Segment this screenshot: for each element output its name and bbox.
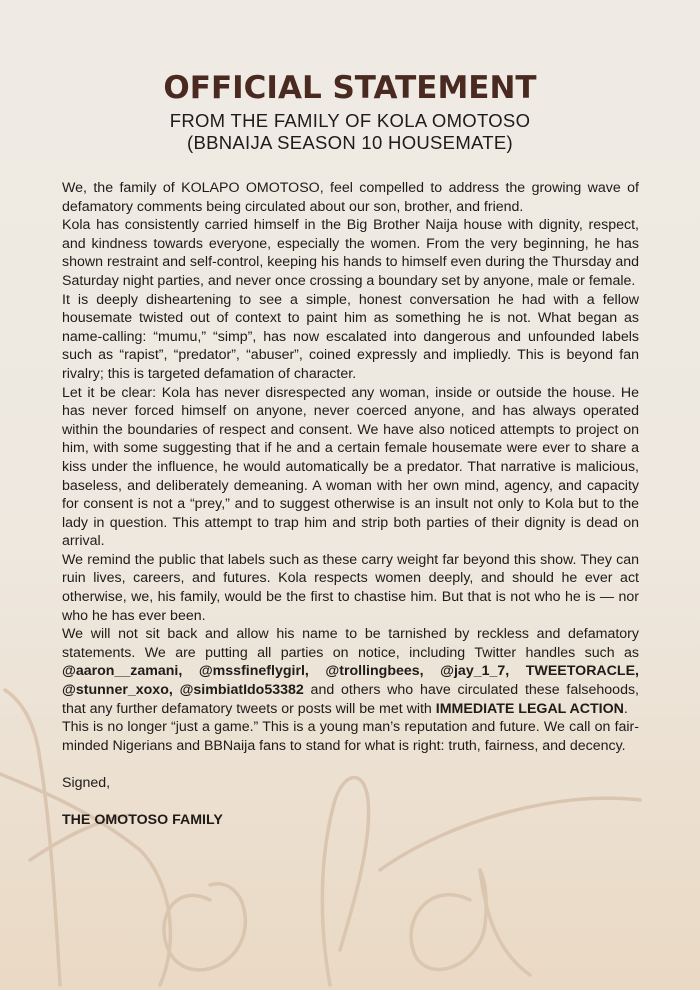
signed-label: Signed,: [62, 775, 111, 791]
statement-title: OFFICIAL STATEMENT: [163, 70, 537, 106]
paragraph-5: We remind the public that labels such as these carry weight far beyond this show. They can ruin lives, careers, and futures. Kola respects women deeply, and should he ever act otherwise, we, his family, would be the first to chastise him. But that is not who he is — nor who he has ever been.: [62, 551, 639, 624]
paragraph-1: We, the family of KOLAPO OMOTOSO, feel compelled to address the growing wave of defamatory comments being circulated about our son, brother, and friend.: [62, 180, 639, 215]
subtitle-line-2: (BBNAIJA SEASON 10 HOUSEMATE): [186, 132, 514, 153]
paragraph-3: It is deeply disheartening to see a simple, honest conversation he had with a fellow housemate twisted out of context to paint him as something he is not. What began as name-calling: “mumu,” “simp”, has now escalated into dangerous and unfounded labels such as “rapist”, “predator”, “abuser”, coined expressly and impliedly. This is beyond fan rivalry; this is targeted defamation of character.: [62, 291, 639, 382]
legal-action-notice: IMMEDIATE LEGAL ACTION: [435, 700, 624, 717]
statement-body: [62, 179, 639, 830]
paragraph-6-end: .: [623, 700, 628, 717]
paragraph-7: This is no longer “just a game.” This is a young man’s reputation and future. We call on fair-minded Nigerians and BBNaija fans to stand for what is right: truth, fairness, and decency.: [62, 719, 639, 754]
signature-name: THE OMOTOSO FAMILY: [62, 812, 223, 829]
paragraph-4: Let it be clear: Kola has never disrespected any woman, inside or outside the house. He has never forced himself on anyone, never coerced anyone, and has always operated within the boundaries of respect and consent. We have also noticed attempts to project on him, with some suggesting that if he and a certain female housemate were ever to share a kiss under the influence, he would automatically be a predator. That narrative is malicious, baseless, and deliberately demeaning. A woman with her own mind, agency, and capacity for consent is not a “prey,” and to suggest otherwise is an insult not only to Kola but to the lady in question. This attempt to trap him and strip both parties of their dignity is dead on arrival.: [62, 384, 639, 550]
statement-subtitle: [0, 110, 700, 154]
subtitle-line-1: FROM THE FAMILY OF KOLA OMOTOSO: [169, 110, 531, 131]
twitter-handles: @aaron__zamani, @mssfineflygirl, @trollingbees, @jay_1_7, TWEETORACLE, @stunner_xoxo, @simbiatIdo53382: [62, 663, 639, 699]
paragraph-6-intro: We will not sit back and allow his name to be tarnished by reckless and defamatory statements. We are putting all parties on notice, including Twitter handles such as: [62, 626, 639, 661]
paragraph-2: Kola has consistently carried himself in the Big Brother Naija house with dignity, respect, and kindness towards everyone, especially the women. From the very beginning, he has shown restraint and self-control, keeping his hands to himself even during the Thursday and Saturday night parties, and never once crossing a boundary set by anyone, male or female.: [62, 217, 639, 289]
paragraph-6: [62, 625, 639, 718]
paragraph-6-middle: and others who have circulated these falsehoods, that any further defamatory tweets or posts will be met with: [62, 682, 639, 717]
